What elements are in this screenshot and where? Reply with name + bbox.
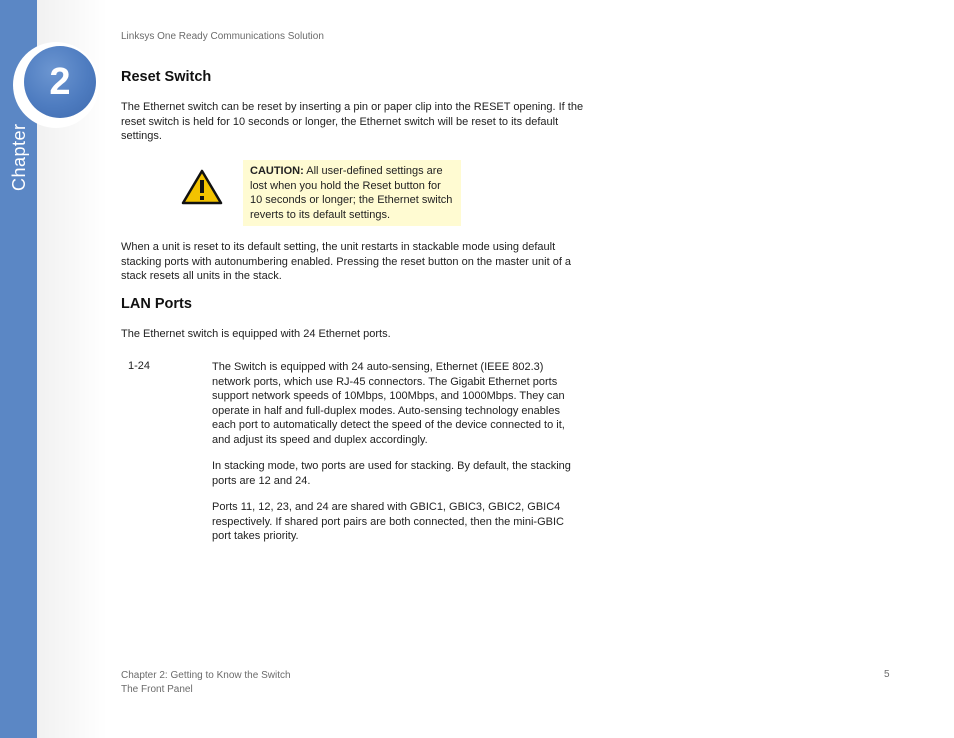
page-number: 5 xyxy=(884,669,890,680)
running-header: Linksys One Ready Communications Solution xyxy=(121,31,324,42)
warning-triangle-icon xyxy=(181,168,223,206)
caution-label: CAUTION: xyxy=(250,165,304,177)
lan-ports-intro: The Ethernet switch is equipped with 24 Ethernet ports. xyxy=(121,328,391,340)
reset-switch-heading: Reset Switch xyxy=(121,69,212,85)
caution-message: All user-defined settings are lost when you hold the Reset button for 10 seconds or longer; the Ethernet switch reverts to its default settings. xyxy=(250,165,453,221)
port-range-label: 1-24 xyxy=(128,360,151,372)
chapter-label: Chapter xyxy=(9,123,29,191)
reset-switch-intro: The Ethernet switch can be reset by inserting a pin or paper clip into the RESET opening. If the reset switch is held for 10 seconds or longer, the Ethernet switch will be reset to its default settings. xyxy=(121,101,584,142)
stacking-ports-paragraph: In stacking mode, two ports are used for stacking. By default, the stacking ports are 12 and 24. xyxy=(212,460,571,487)
shared-ports-paragraph: Ports 11, 12, 23, and 24 are shared with GBIC1, GBIC3, GBIC2, GBIC4 respectively. If shared port pairs are both connected, then the mini-GBIC port takes priority. xyxy=(212,501,564,542)
reset-switch-followup: When a unit is reset to its default setting, the unit restarts in stackable mode using default stacking ports with autonumbering enabled. Pressing the reset button on the master unit of a stack resets all units in the stack. xyxy=(121,241,572,282)
port-description-paragraph: The Switch is equipped with 24 auto-sensing, Ethernet (IEEE 802.3) network ports, which use RJ-45 connectors. The Gigabit Ethernet ports support network speeds of 10Mbps, 100Mbps, and 1000Mbps. They can operate in half and full-duplex modes. Auto-sensing technology enables each port to automatically detect the speed of the device connected to it, and adjust its speed and duplex accordingly. xyxy=(212,361,565,446)
footer-section xyxy=(121,669,291,697)
caution-text-block xyxy=(250,164,455,222)
caution-callout xyxy=(243,160,461,226)
chapter-number-badge: 2 xyxy=(24,46,96,118)
footer-chapter-title: Chapter 2: Getting to Know the Switch xyxy=(121,670,291,681)
footer-section-title: The Front Panel xyxy=(121,684,193,695)
lan-ports-heading: LAN Ports xyxy=(121,296,192,312)
